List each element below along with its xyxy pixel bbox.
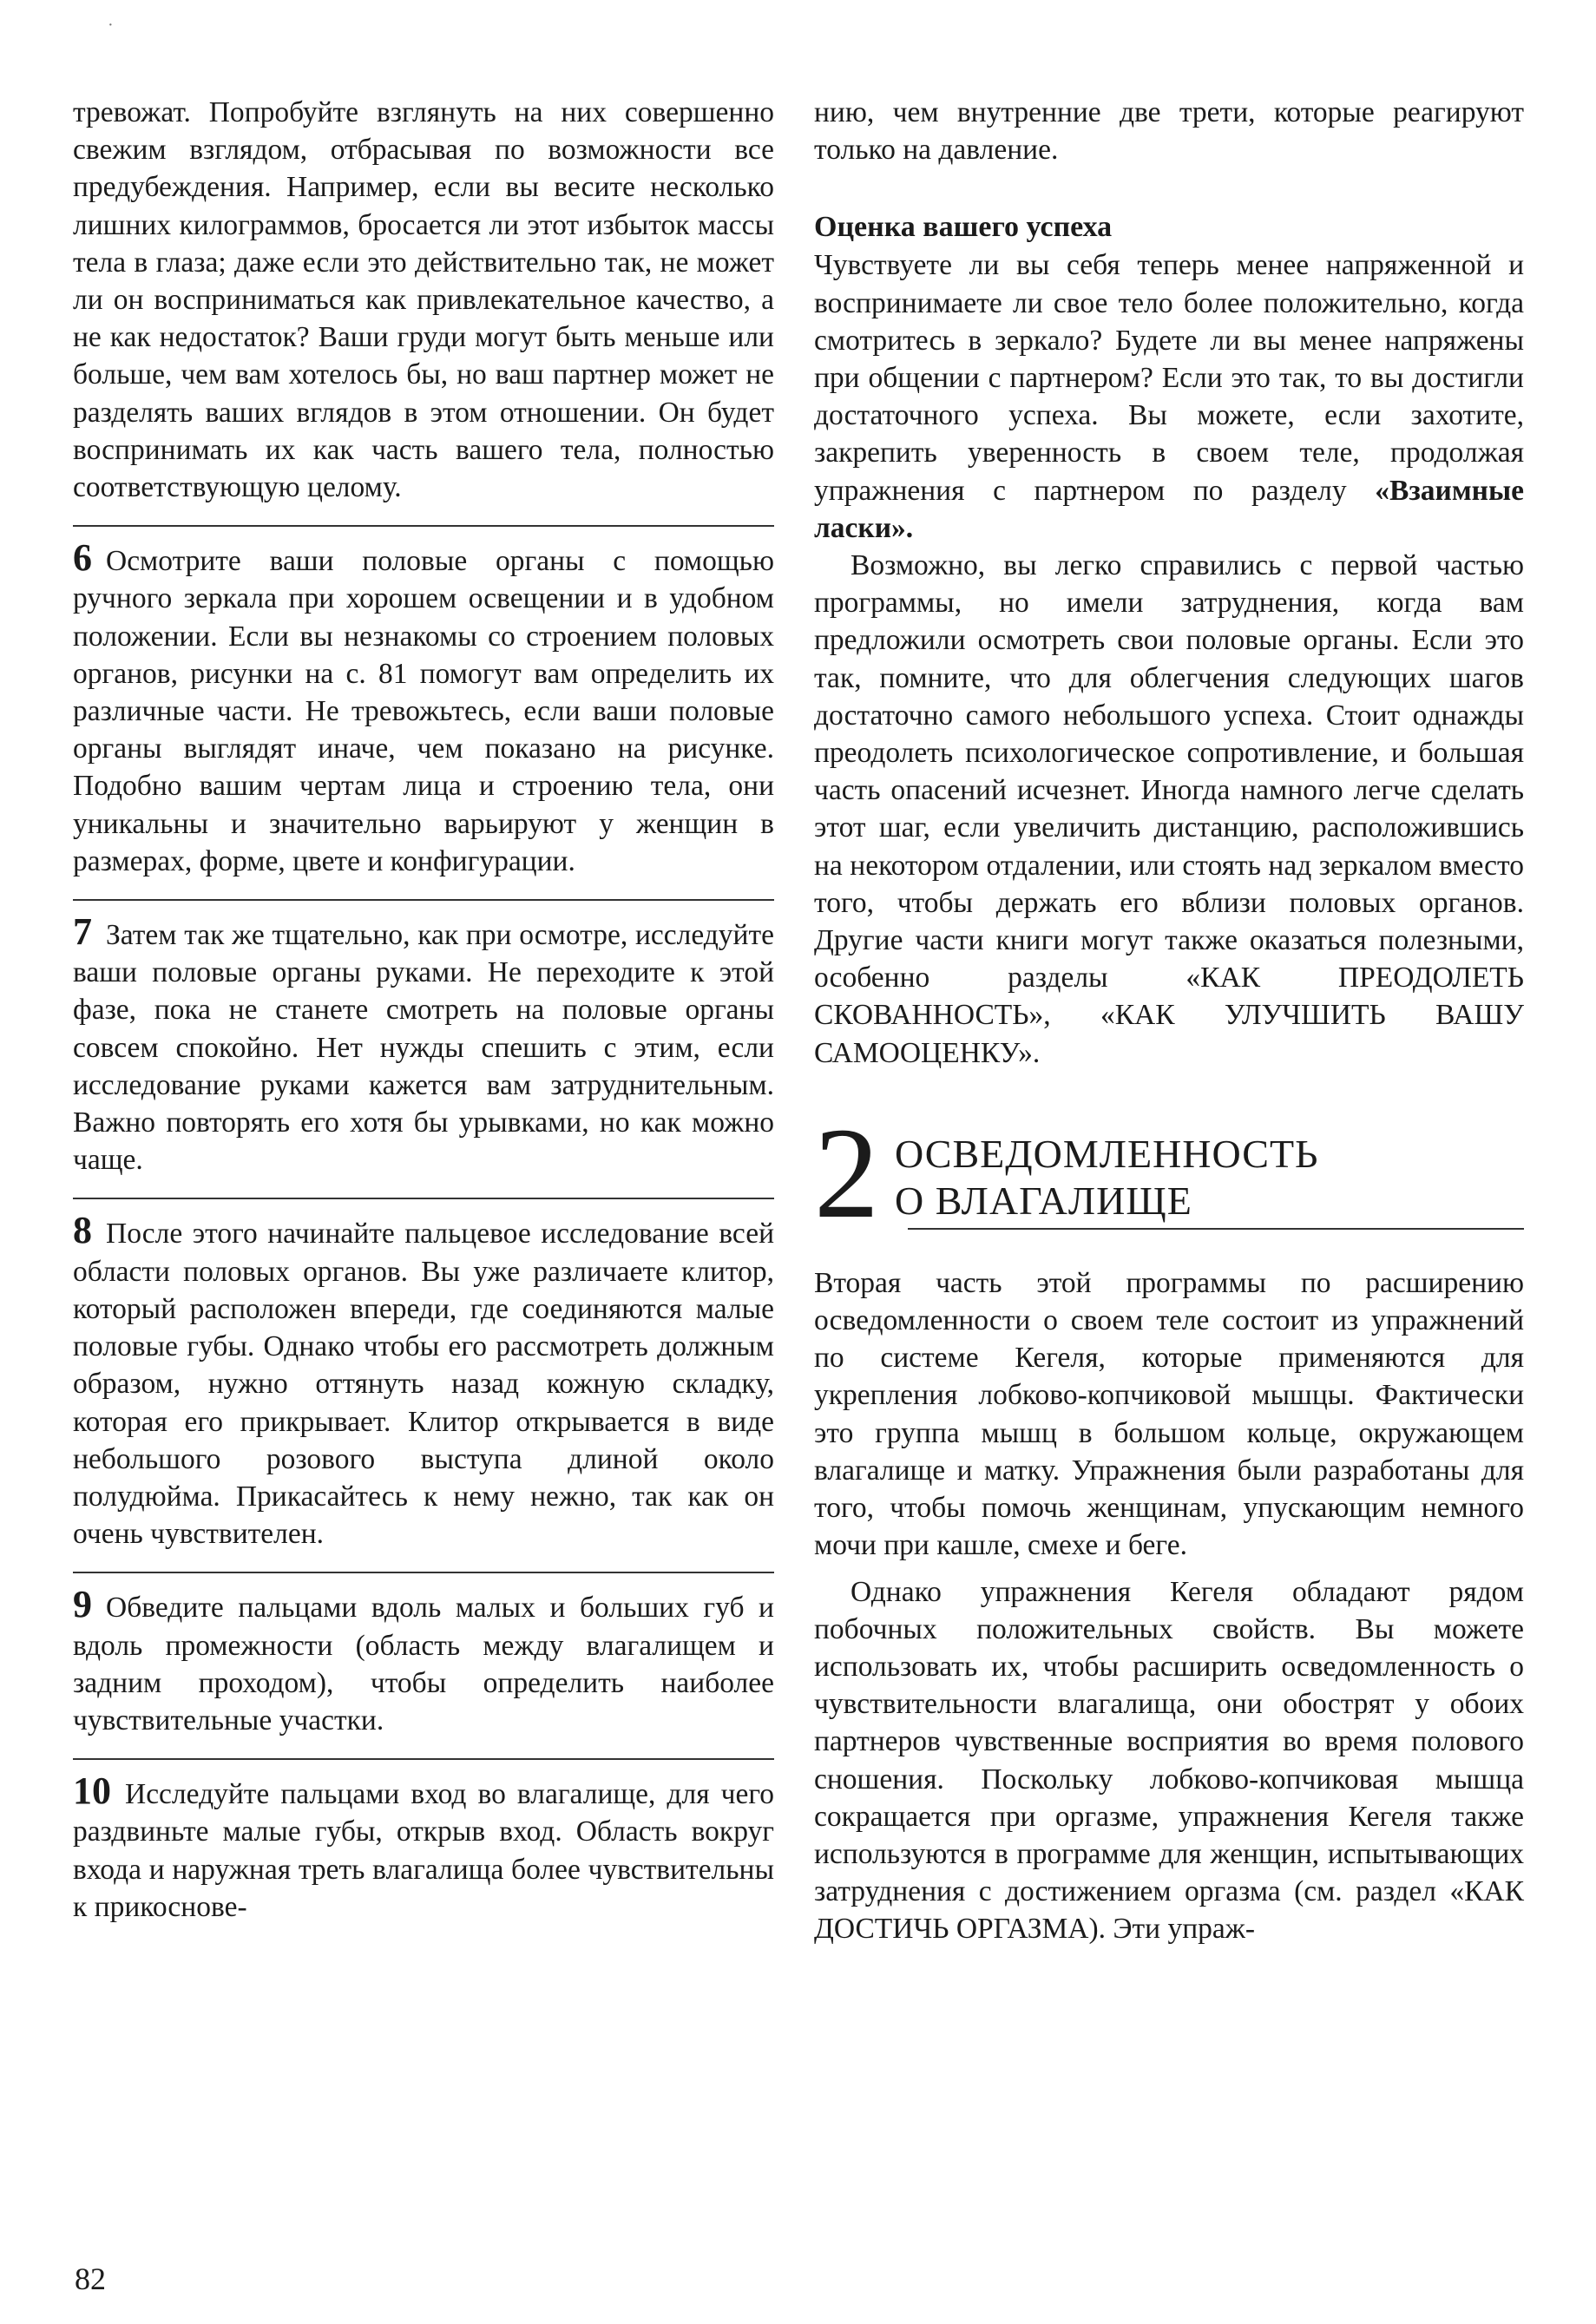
page-number: 82 — [75, 2262, 106, 2296]
step-text: Исследуйте пальцами вход во влагалище, для чего раздвиньте малые губы, открыв вход. Область вокруг входа и наружная треть влагалища более чувствительны к прикоснове- — [73, 1778, 774, 1923]
chapter-title-line-2: О ВЛАГАЛИЩЕ — [895, 1178, 1192, 1223]
success-text: Чувствуете ли вы себя теперь менее напряженной и воспринимаете ли свое тело более положительно, когда смотритесь в зеркало? Будете ли вы менее напряжены при общении с партнером? Если это так, то вы достигли достаточного успеха. Вы можете, если захотите, закрепить уверенность в своем теле, продолжая упражнения с партнером по разделу — [814, 249, 1524, 507]
section-reference: «Взаимные ласки». — [814, 474, 1525, 544]
chapter-rule — [908, 1228, 1524, 1230]
step-text: Затем так же тщательно, как при осмотре, исследуйте ваши половые органы руками. Не переходите к этой фазе, пока не станете смотреть на половые органы совсем спокойно. Нет нужды спешить с этим, если исследование руками кажется вам затруднительным. Важно повторять его хотя бы урывками, но как можно чаще. — [73, 919, 774, 1177]
step-number: 8 — [73, 1209, 92, 1252]
left-column — [73, 94, 774, 1943]
intro-paragraph: тревожат. Попробуйте взглянуть на них совершенно свежим взглядом, отбрасывая по возможности все предубеждения. Например, если вы весите несколько лишних килограммов, бросается ли этот избыток массы тела в глаза; даже если это действительно так, не может ли он восприниматься как привлекательное качество, а не как недостаток? Ваши груди могут быть меньше или больше, чем вам хотелось бы, но ваш партнер может не разделять ваших вглядов в этом отношении. Он будет воспринимать их как часть вашего тела, полностью соответствующую целому. — [73, 96, 774, 504]
step-text: После этого начинайте пальцевое исследование всей области половых органов. Вы уже различаете клитор, который расположен впереди, где соединяются малые половые губы. Однако чтобы его рассмотреть должным образом, нужно оттянуть назад кожную складку, которая его прикрывает. Клитор открывается в виде небольшого розового выступа длиной около полудюйма. Прикасайтесь к нему нежно, так как он очень чувствителен. — [73, 1218, 774, 1551]
chapter-title-line-1: ОСВЕДОМЛЕННОСТЬ — [895, 1131, 1319, 1176]
success-paragraph — [814, 246, 1524, 547]
step-6 — [73, 525, 774, 880]
kegel-benefits-paragraph: Однако упражнения Кегеля обладают рядом побочных положительных свойств. Вы можете использовать их, чтобы расширить осведомленность о чувствительности влагалища, они обострят у обоих партнеров чувственные восприятия во время полового сношения. Поскольку лобково-копчиковая мышца сокращается при оргазме, упражнения Кегеля также используются в программе для женщин, испытывающих затруднения с достижением оргазма (см. раздел «КАК ДОСТИЧЬ ОРГАЗМА). Эти упраж- — [814, 1575, 1524, 1946]
step-10 — [73, 1758, 774, 1926]
step-number: 7 — [73, 910, 92, 954]
step-text: Осмотрите ваши половые органы с помощью ручного зеркала при хорошем освещении и в удобном положении. Если вы незнакомы со строением половых органов, рисунки на с. 81 помогут вам определить их различные части. Не тревожьтесь, если ваши половые органы выглядят иначе, чем показано на рисунке. Подобно вашим чертам лица и строению тела, они уникальны и значительно варьируют у женщин в размерах, форме, цвете и конфигурации. — [73, 545, 774, 877]
chapter-number: 2 — [814, 1100, 879, 1245]
difficulty-paragraph: Возможно, вы легко справились с первой частью программы, но имели затруднения, когда вам предложили осмотреть свои половые органы. Если это так, помните, что для облегчения следующих шагов достаточно самого небольшого успеха. Стоит однажды преодолеть психологическое сопротивление, и большая часть опасений исчезнет. Иногда намного легче сделать этот шаг, если увеличить дистанцию, расположившись на некотором отдалении, или стоять над зеркалом вместо того, чтобы держать его вблизи половых органов. Другие части книги могут также оказаться полезными, особенно разделы «КАК ПРЕОДОЛЕТЬ СКОВАННОСТЬ», «КАК УЛУЧШИТЬ ВАШУ САМООЦЕНКУ». — [814, 549, 1524, 1069]
step-8 — [73, 1198, 774, 1553]
step-text: Обведите пальцами вдоль малых и больших губ и вдоль промежности (область между влагалищем и задним проходом), чтобы определить наиболее чувствительные участки. — [73, 1592, 774, 1736]
chapter-heading — [814, 1100, 1524, 1245]
step-7 — [73, 899, 774, 1178]
section-heading: Оценка вашего успеха — [814, 211, 1113, 244]
chapter-title — [895, 1131, 1318, 1224]
step-number: 10 — [73, 1769, 111, 1813]
step-number: 6 — [73, 536, 92, 580]
step-9 — [73, 1572, 774, 1739]
right-column — [814, 94, 1524, 1948]
scan-mark: · — [108, 16, 114, 35]
step-number: 9 — [73, 1583, 92, 1626]
continuation-paragraph: нию, чем внутренние две трети, которые реагируют только на давление. — [814, 96, 1524, 167]
kegel-intro-paragraph: Вторая часть этой программы по расширению осведомленности о своем теле состоит из упражнений по системе Кегеля, которые применяются для укрепления лобково-копчиковой мышцы. Фактически это группа мышц в большом кольце, окружающем влагалище и матку. Упражнения были разработаны для того, чтобы помочь женщинам, упускающим немного мочи при кашле, смехе и беге. — [814, 1266, 1524, 1562]
